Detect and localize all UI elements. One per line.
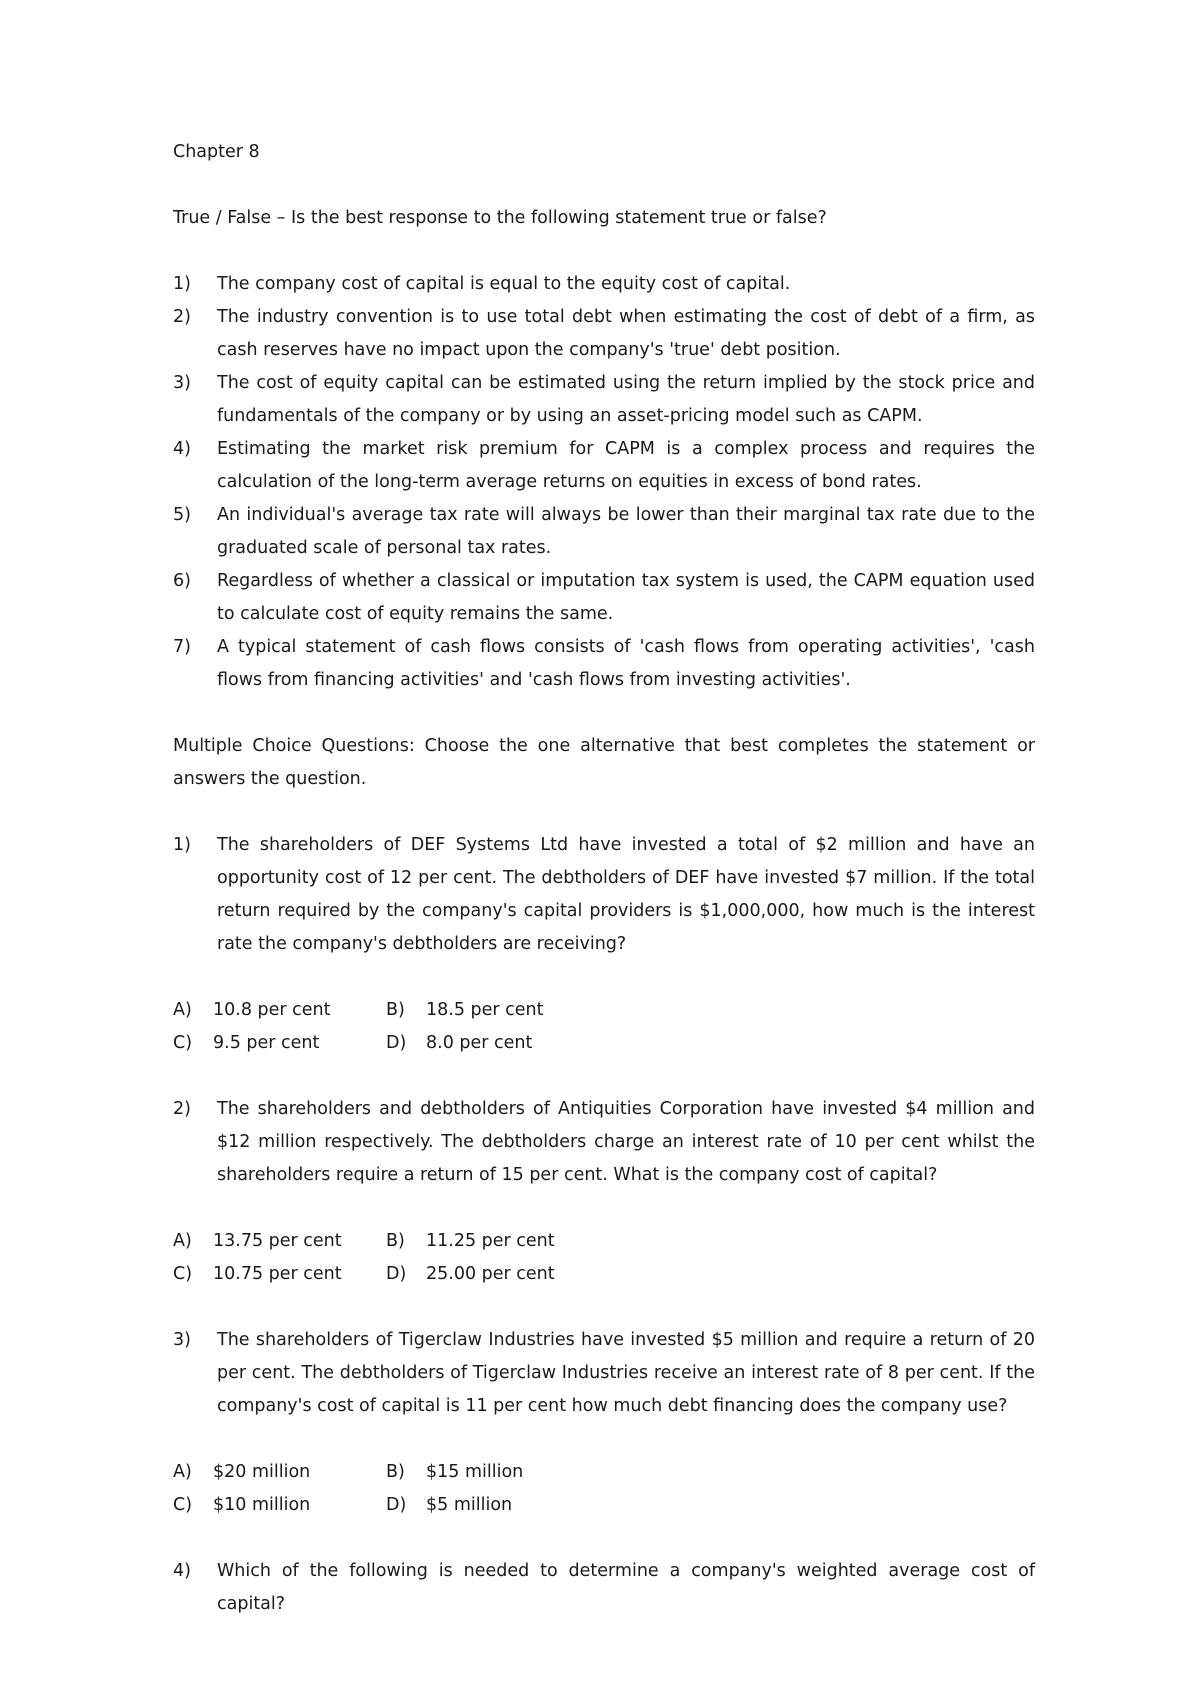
tf-item-text: The industry convention is to use total debt when estimating the cost of debt of a firm, as cash reserves have no impact upon the company's 'true' debt position. [217, 307, 1035, 360]
tf-item [173, 499, 1035, 565]
tf-item [173, 268, 1035, 301]
mc-option[interactable] [173, 1258, 386, 1291]
multiple-choice-instructions: Multiple Choice Questions: Choose the one alternative that best completes the statement or answers the question. [173, 736, 1035, 789]
mc-question-number: 1) [173, 835, 191, 855]
tf-item-number: 7) [173, 637, 191, 657]
mc-option[interactable] [173, 994, 386, 1027]
mc-option[interactable] [386, 1225, 599, 1258]
tf-item-text: A typical statement of cash flows consists of 'cash flows from operating activities', 'cash flows from financing activities' and 'cash flows from investing activities'. [217, 637, 1035, 690]
mc-option-text: 9.5 per cent [213, 1033, 320, 1053]
mc-option[interactable] [173, 1456, 386, 1489]
mc-options [173, 1225, 1035, 1291]
mc-option-label: A) [173, 1000, 192, 1020]
mc-option-text: 18.5 per cent [426, 1000, 544, 1020]
mc-question [173, 1324, 1035, 1522]
mc-question-stem [173, 1093, 1035, 1192]
mc-option-label: A) [173, 1231, 192, 1251]
mc-options [173, 994, 1035, 1060]
tf-item-number: 1) [173, 274, 191, 294]
mc-question [173, 829, 1035, 1060]
mc-question-stem [173, 829, 1035, 961]
mc-option-text: 10.8 per cent [213, 1000, 331, 1020]
mc-options [173, 1456, 1035, 1522]
mc-option-label: B) [386, 1231, 405, 1251]
tf-item-text: The company cost of capital is equal to the equity cost of capital. [217, 274, 791, 294]
true-false-list [173, 268, 1035, 697]
tf-item-text: An individual's average tax rate will always be lower than their marginal tax rate due to the graduated scale of personal tax rates. [217, 505, 1035, 558]
mc-option[interactable] [173, 1489, 386, 1522]
mc-option-label: C) [173, 1033, 193, 1053]
mc-question-stem [173, 1555, 1035, 1621]
mc-question-text: The shareholders of DEF Systems Ltd have invested a total of $2 million and have an opportunity cost of 12 per cent. The debtholders of DEF have invested $7 million. If the total return required by the company's capital providers is $1,000,000, how much is the interest rate the company's debtholders are receiving? [217, 835, 1035, 954]
mc-option[interactable] [173, 1225, 386, 1258]
mc-option[interactable] [386, 1489, 599, 1522]
mc-option-text: $5 million [426, 1495, 513, 1515]
mc-question-text: The shareholders and debtholders of Antiquities Corporation have invested $4 million and $12 million respectively. The debtholders charge an interest rate of 10 per cent whilst the shareholders require a return of 15 per cent. What is the company cost of capital? [217, 1099, 1035, 1185]
mc-option-label: B) [386, 1462, 405, 1482]
mc-question-number: 3) [173, 1330, 191, 1350]
tf-item [173, 367, 1035, 433]
mc-option-label: D) [386, 1495, 407, 1515]
mc-question-text: The shareholders of Tigerclaw Industries have invested $5 million and require a return of 20 per cent. The debtholders of Tigerclaw Industries receive an interest rate of 8 per cent. If the company's cost of capital is 11 per cent how much debt financing does the company use? [217, 1330, 1035, 1416]
mc-option[interactable] [173, 1027, 386, 1060]
mc-option[interactable] [386, 1258, 599, 1291]
mc-option-label: D) [386, 1264, 407, 1284]
mc-option-text: 10.75 per cent [213, 1264, 342, 1284]
tf-item [173, 433, 1035, 499]
tf-item-text: Regardless of whether a classical or imputation tax system is used, the CAPM equation used to calculate cost of equity remains the same. [217, 571, 1035, 624]
mc-option-label: D) [386, 1033, 407, 1053]
tf-item-number: 2) [173, 307, 191, 327]
mc-option-text: $20 million [213, 1462, 311, 1482]
tf-item-text: Estimating the market risk premium for CAPM is a complex process and requires the calculation of the long-term average returns on equities in excess of bond rates. [217, 439, 1035, 492]
tf-item-number: 5) [173, 505, 191, 525]
mc-option[interactable] [386, 1027, 599, 1060]
mc-option-label: C) [173, 1495, 193, 1515]
tf-item [173, 301, 1035, 367]
mc-option[interactable] [386, 994, 599, 1027]
document-content [173, 136, 1035, 1621]
mc-question-number: 2) [173, 1099, 191, 1119]
mc-question [173, 1555, 1035, 1621]
mc-option-text: 25.00 per cent [426, 1264, 555, 1284]
chapter-heading: Chapter 8 [173, 142, 260, 162]
tf-item-number: 3) [173, 373, 191, 393]
mc-question-text: Which of the following is needed to determine a company's weighted average cost of capital? [217, 1561, 1035, 1614]
mc-option-text: $15 million [426, 1462, 524, 1482]
tf-item [173, 565, 1035, 631]
mc-option-text: $10 million [213, 1495, 311, 1515]
mc-option-text: 8.0 per cent [426, 1033, 533, 1053]
tf-item-number: 4) [173, 439, 191, 459]
mc-option-label: B) [386, 1000, 405, 1020]
mc-question [173, 1093, 1035, 1291]
tf-item-number: 6) [173, 571, 191, 591]
mc-option-label: C) [173, 1264, 193, 1284]
mc-option[interactable] [386, 1456, 599, 1489]
mc-option-text: 13.75 per cent [213, 1231, 342, 1251]
mc-option-text: 11.25 per cent [426, 1231, 555, 1251]
true-false-instructions: True / False – Is the best response to the following statement true or false? [173, 208, 827, 228]
tf-item [173, 631, 1035, 697]
mc-option-label: A) [173, 1462, 192, 1482]
tf-item-text: The cost of equity capital can be estimated using the return implied by the stock price and fundamentals of the company or by using an asset-pricing model such as CAPM. [217, 373, 1035, 426]
mc-question-number: 4) [173, 1561, 191, 1581]
mc-question-stem [173, 1324, 1035, 1423]
